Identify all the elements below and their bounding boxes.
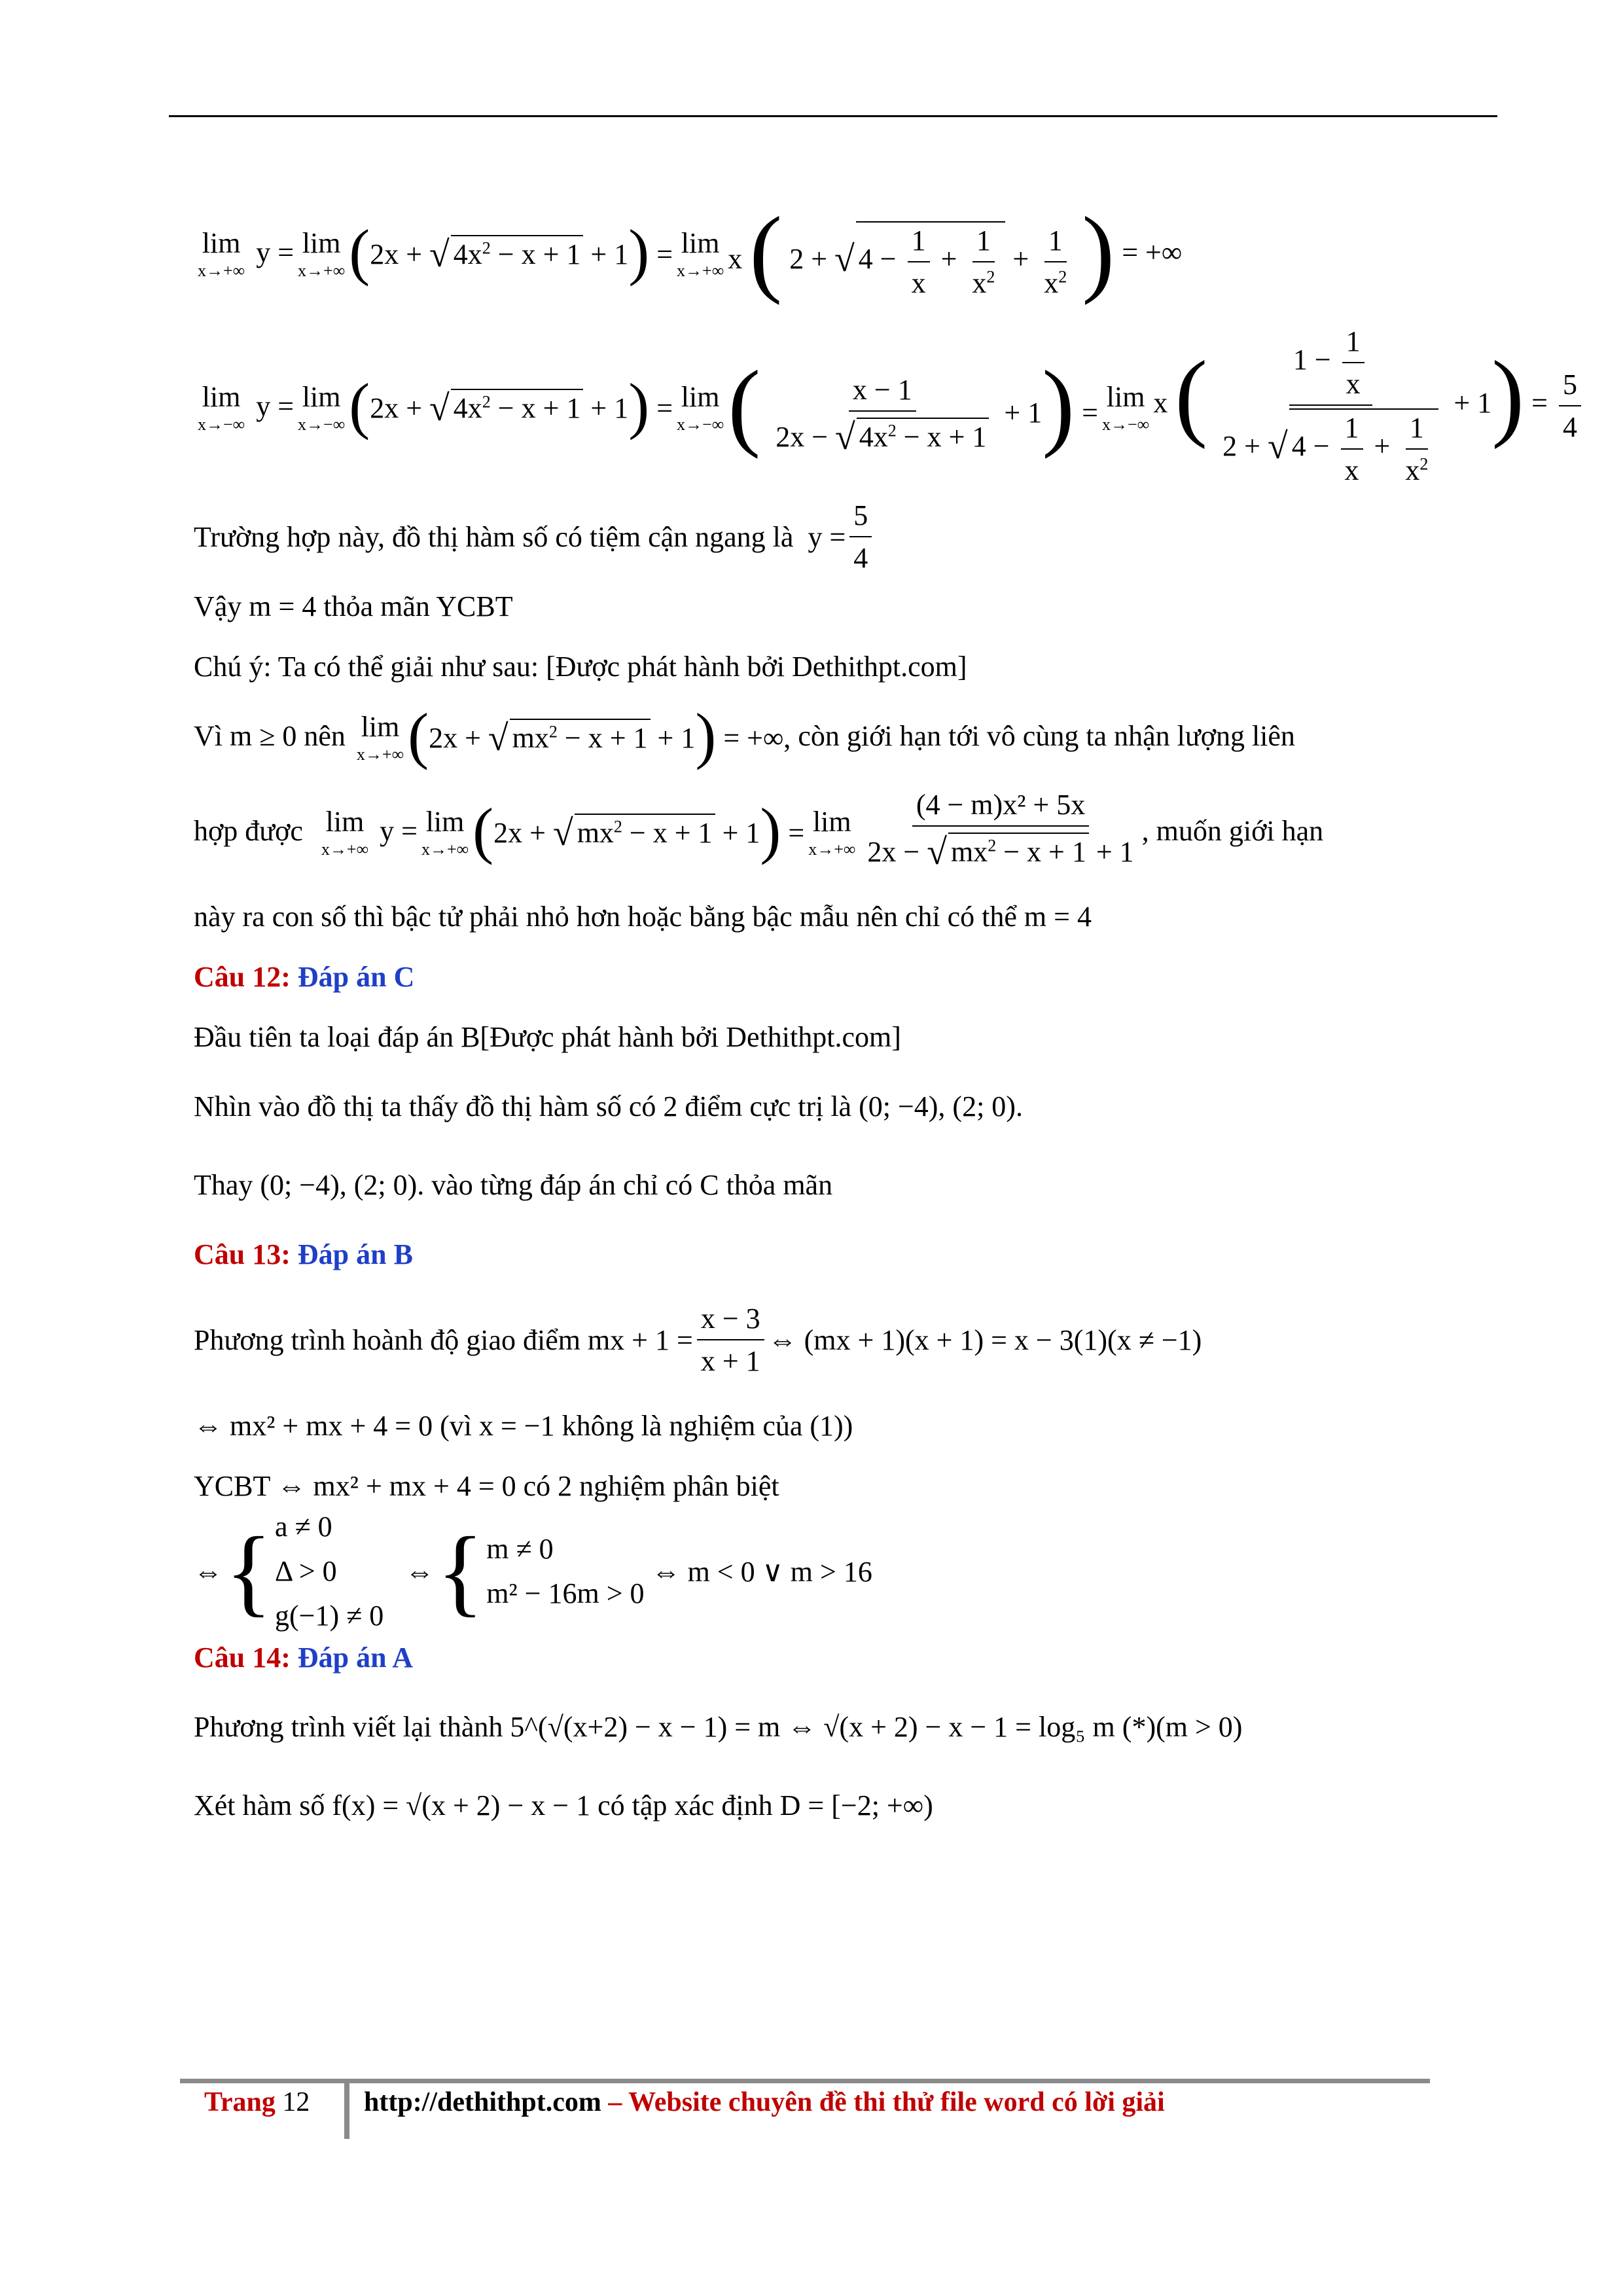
q14-line-1: Phương trình viết lại thành 5^(√(x+2) − x − 1) = m ⇔ √(x + 2) − x − 1 = log₅ m (*)(m > 0) (194, 1710, 1243, 1743)
footer-rule (180, 2079, 1430, 2083)
q13-line-3: YCBT ⇔ mx² + mx + 4 = 0 có 2 nghiệm phân biệt (194, 1469, 779, 1502)
q13-intersection-equation: Phương trình hoành độ giao điểm mx + 1 = $\frac{x - 3}{x + 1}$ ⇔ (mx + 1)(x + 1) = x − 3(1)(x ≠ −1) (194, 1284, 1437, 1395)
q13-line-2: ⇔ mx² + mx + 4 = 0 (vì x = −1 không là nghiệm của (1)) (194, 1409, 853, 1442)
q12-line-3: Thay (0; −4), (2; 0). vào từng đáp án chỉ có C thỏa mãn (194, 1168, 833, 1201)
question-14-heading: Câu 14: Đáp án A (194, 1641, 413, 1674)
conclusion-m4: Vậy m = 4 thỏa mãn YCBT (194, 590, 513, 622)
system-2: { m ≠ 0 m² − 16m > 0 (437, 1517, 645, 1626)
q14-line-2: Xét hàm số f(x) = √(x + 2) − x − 1 có tập xác định D = [−2; +∞) (194, 1789, 933, 1821)
q12-line-1: Đầu tiên ta loại đáp án B[Được phát hành bởi Dethithpt.com] (194, 1020, 901, 1053)
question-12-heading: Câu 12: Đáp án C (194, 960, 415, 993)
conjugate-line: hợp được lim x→+∞ y = lim x→+∞ (2x + √ $mx^2 - x + 1 + 1$) = lim x→+∞ $\frac{\text{(4 − m)x² + 5x}}{2x - √ mx^2 - x + 1 + 1}$ , muốn giới hạn (194, 775, 1437, 886)
horizontal-asymptote-text: Trường hợp này, đồ thị hàm số có tiệm cận ngang là y = $\frac{5}{4}$ (194, 497, 1437, 576)
page-content (194, 190, 1577, 1844)
website-link[interactable]: http://dethithpt.com (364, 2087, 601, 2117)
limit-formula-plus-infinity: lim x→+∞ y = lim x→+∞ (2x + √ $4x^2 - x + 1 + 1$) = lim x→+∞ x ( 2 + √ 4 − $\frac{1}{x}$ + $\frac{1}{x^2}$ + $\frac{1}{x^2}$ ) = +∞ (198, 197, 1183, 306)
footer-divider (344, 2079, 349, 2139)
q13-condition-system: ⇔ { a ≠ 0 Δ > 0 g(−1) ≠ 0 ⇔ { m ≠ 0 m² − 16m > 0 ⇔ m < 0 ∨ m > 16 (194, 1516, 1437, 1627)
note-limit-line: Vì m ≥ 0 nên lim x→+∞ (2x + √ $mx^2 - x + 1 + 1$) = +∞, còn giới hạn tới vô cùng ta nhận lượng liên (194, 700, 1295, 770)
question-13-heading: Câu 13: Đáp án B (194, 1238, 413, 1270)
footer-website[interactable]: http://dethithpt.com – Website chuyên đề thi thử file word có lời giải (364, 2087, 1165, 2117)
note-line: Chú ý: Ta có thể giải như sau: [Được phát hành bởi Dethithpt.com] (194, 650, 967, 683)
q12-line-2: Nhìn vào đồ thị ta thấy đồ thị hàm số có 2 điểm cực trị là (0; −4), (2; 0). (194, 1090, 1023, 1122)
degree-conclusion: này ra con số thì bậc tử phải nhỏ hơn hoặc bằng bậc mẫu nên chỉ có thể m = 4 (194, 900, 1092, 933)
header-rule (169, 115, 1497, 117)
limit-formula-minus-infinity: lim x→−∞ y = lim x→−∞ (2x + √ $4x^2 - x + 1 + 1$) = lim x→−∞ ( $\frac{x - 1}{2x - √ 4x^2 - x + 1}$ + 1) = lim x→−∞ x ( 1 − $\frac{1}{x}$ 2 + √ 4 − $\frac{1}{x}$ + $\frac{1}{x^2}$ + 1) = $\frac{5}{4}$ (194, 314, 1437, 497)
system-1: { a ≠ 0 Δ > 0 g(−1) ≠ 0 (225, 1510, 384, 1632)
page-number: Trang 12 (204, 2087, 310, 2117)
